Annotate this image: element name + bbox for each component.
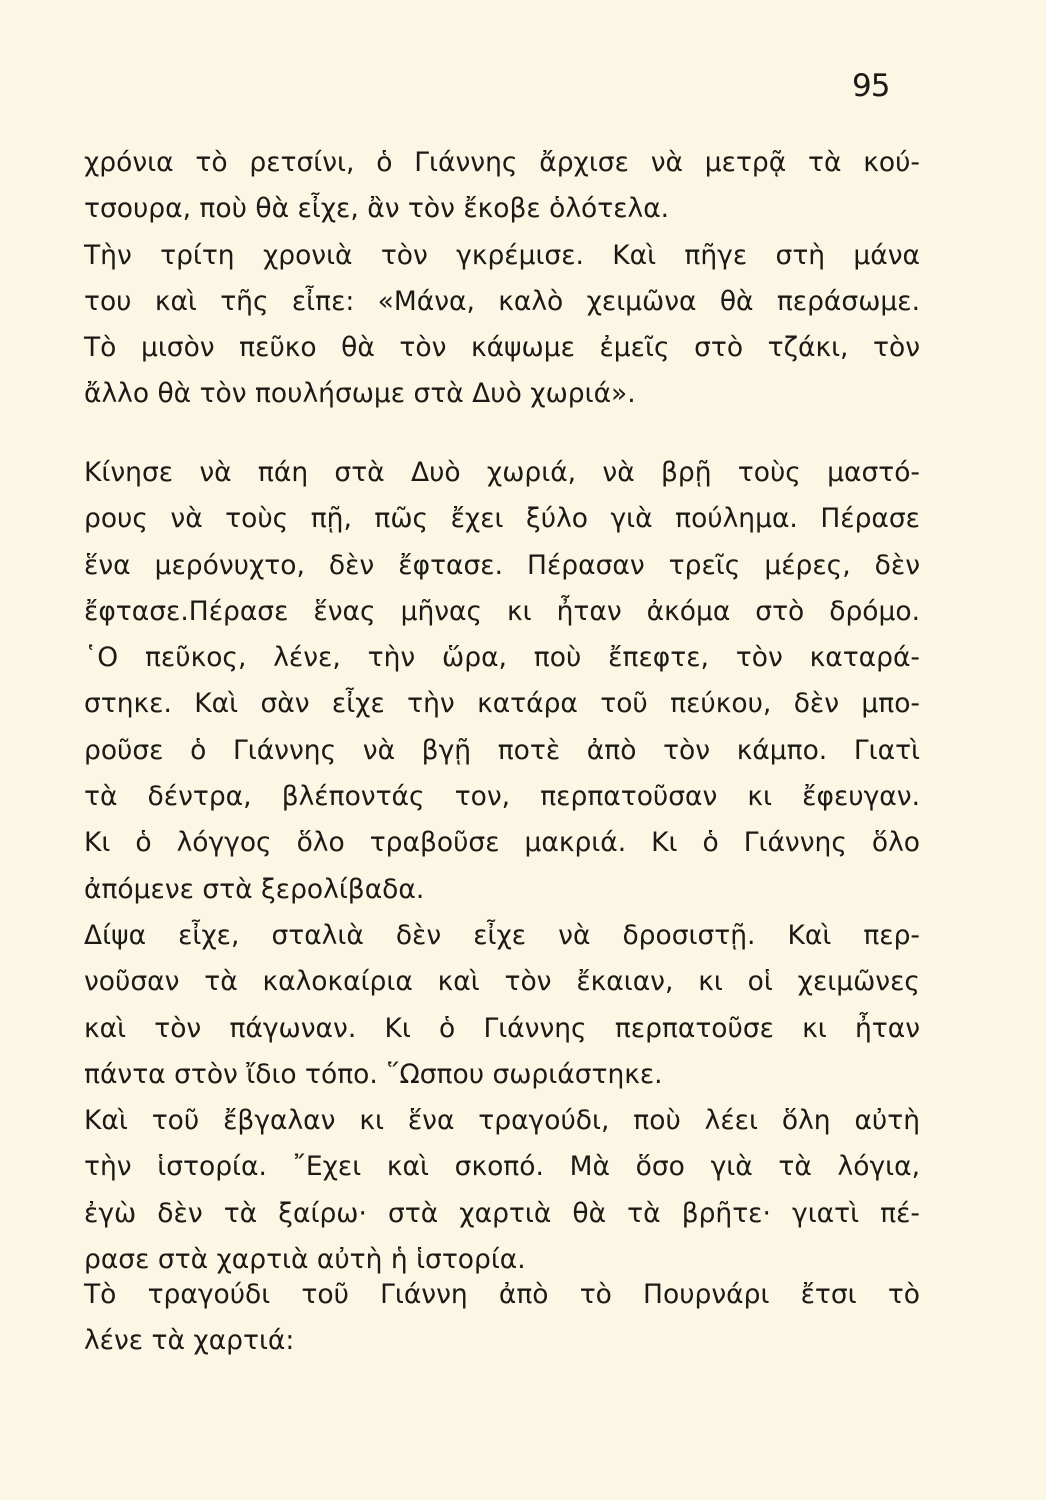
text-line: λένε τὰ χαρτιά:: [84, 1325, 295, 1357]
text-line: ἄλλο θὰ τὸν πουλήσωμε στὰ Δυὸ χωριά».: [84, 378, 636, 410]
text-line: Καὶ τοῦ ἔβγαλαν κι ἕνα τραγούδι, ποὺ λέει ὅλη αὐτὴ: [84, 1105, 920, 1137]
text-line: ῾Ο πεῦκος, λένε, τὴν ὥρα, ποὺ ἔπεφτε, τὸν καταρά-: [84, 642, 920, 674]
page-number: 95: [852, 68, 890, 104]
text-line: πάντα στὸν ἴδιο τόπο. ῞Ωσπου σωριάστηκε.: [84, 1058, 663, 1090]
text-line: τὴν ἱστορία. ῎Εχει καὶ σκοπό. Μὰ ὅσο γιὰ τὰ λόγια,: [84, 1151, 920, 1183]
text-line: ρους νὰ τοὺς πῇ, πῶς ἔχει ξύλο γιὰ πούλημα. Πέρασε: [84, 503, 920, 535]
text-block-2: [84, 450, 920, 1283]
text-line: Τὸ τραγούδι τοῦ Γιάννη ἀπὸ τὸ Πουρνάρι ἔτσι τὸ: [84, 1279, 920, 1310]
text-line: τὰ δέντρα, βλέποντάς τον, περπατοῦσαν κι ἔφευγαν.: [84, 781, 920, 813]
text-line: του καὶ τῆς εἶπε: «Μάνα, καλὸ χειμῶνα θὰ περάσωμε.: [84, 285, 920, 317]
text-line: ἐγὼ δὲν τὰ ξαίρω· στὰ χαρτιὰ θὰ τὰ βρῆτε· γιατὶ πέ-: [84, 1197, 920, 1229]
text-line: Κίνησε νὰ πάη στὰ Δυὸ χωριά, νὰ βρῇ τοὺς μαστό-: [84, 457, 920, 488]
text-line: ἔφτασε.Πέρασε ἕνας μῆνας κι ἦταν ἀκόμα στὸ δρόμο.: [84, 595, 920, 627]
text-line: ρασε στὰ χαρτιὰ αὐτὴ ἡ ἱστορία.: [84, 1244, 526, 1276]
text-block-1: [84, 140, 920, 418]
text-line: Τὴν τρίτη χρονιὰ τὸν γκρέμισε. Καὶ πῆγε στὴ μάνα: [84, 239, 920, 271]
text-line: ἀπόμενε στὰ ξερολίβαδα.: [84, 873, 425, 905]
text-line: Τὸ μισὸν πεῦκο θὰ τὸν κάψωμε ἐμεῖς στὸ τζάκι, τὸν: [84, 332, 920, 364]
text-block-3: [84, 1272, 920, 1365]
text-line: ἕνα μερόνυχτο, δὲν ἔφτασε. Πέρασαν τρεῖς μέρες, δὲν: [84, 549, 920, 581]
text-line: νοῦσαν τὰ καλοκαίρια καὶ τὸν ἔκαιαν, κι οἱ χειμῶνες: [84, 966, 920, 998]
text-line: καὶ τὸν πάγωναν. Κι ὁ Γιάννης περπατοῦσε κι ἦταν: [84, 1012, 920, 1044]
text-line: Κι ὁ λόγγος ὅλο τραβοῦσε μακριά. Κι ὁ Γιάννης ὅλο: [84, 827, 920, 859]
text-line: ροῦσε ὁ Γιάννης νὰ βγῇ ποτὲ ἀπὸ τὸν κάμπο. Γιατὶ: [84, 734, 920, 766]
text-line: Δίψα εἶχε, σταλιὰ δὲν εἶχε νὰ δροσιστῇ. Καὶ περ-: [84, 919, 920, 951]
text-line: στηκε. Καὶ σὰν εἶχε τὴν κατάρα τοῦ πεύκου, δὲν μπο-: [84, 688, 920, 720]
text-line: τσουρα, ποὺ θὰ εἶχε, ἂν τὸν ἔκοβε ὁλότελα.: [84, 193, 670, 225]
text-line: χρόνια τὸ ρετσίνι, ὁ Γιάννης ἄρχισε νὰ μετρᾷ τὰ κού-: [84, 147, 920, 178]
